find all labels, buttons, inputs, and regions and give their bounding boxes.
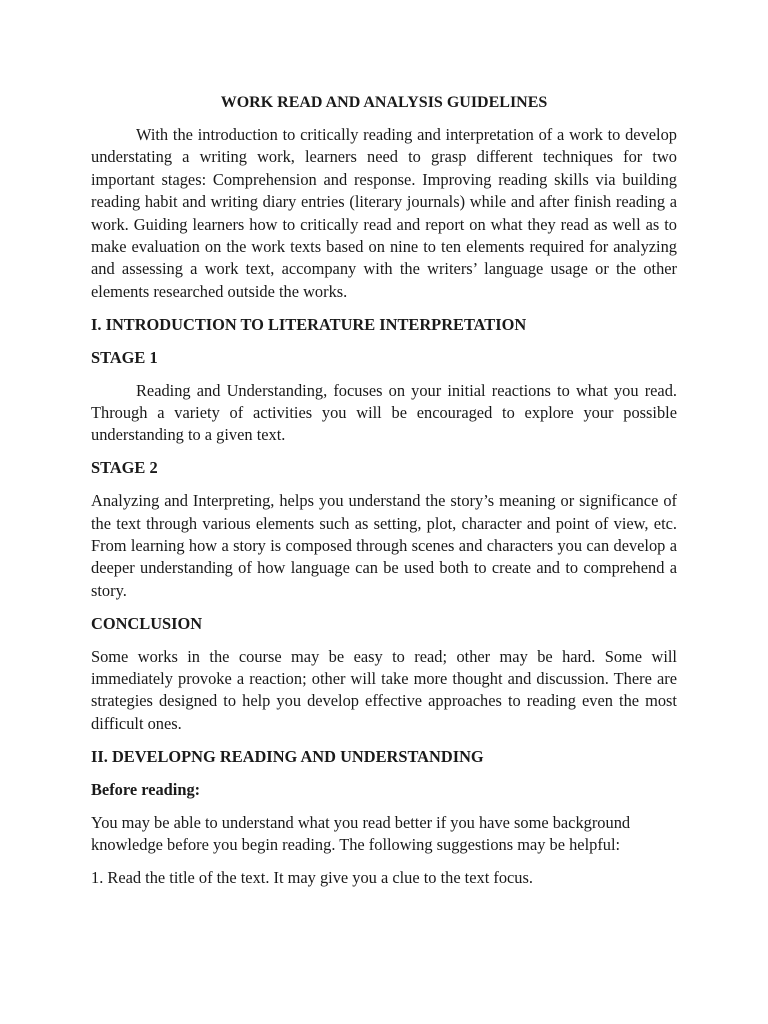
stage-2-heading: STAGE 2 [91,458,158,478]
section-2-heading: II. DEVELOPNG READING AND UNDERSTANDING [91,746,484,766]
document-title: WORK READ AND ANALYSIS GUIDELINES [220,94,548,111]
conclusion-heading: CONCLUSION [91,613,203,633]
list-item-1: 1. Read the title of the text. It may give you a clue to the text focus. [91,867,533,887]
intro-paragraph: With the introduction to critically reading and interpretation of a work to develop understating a writing work, learners need to grasp different techniques for two important stages: Comprehension and response. Improving reading skills via building reading habit and writing diary entries (literary journals) while and after finish reading a work. Guiding learners how to critically read and report on what they read as well as to make evaluation on the work texts based on nine to ten elements required for analyzing and assessing a work text, accompany with the writers’ language usage or the other elements researched outside the works. [91,125,677,301]
stage-1-paragraph: Reading and Understanding, focuses on your initial reactions to what you read. Through a variety of activities you will be encouraged to explore your possible understanding to a given text. [91,380,677,445]
stage-1-heading: STAGE 1 [91,347,158,367]
section-1-heading: I. INTRODUCTION TO LITERATURE INTERPRETATION [91,314,527,334]
document-page [91,92,677,900]
before-reading-heading: Before reading: [91,779,201,799]
before-reading-paragraph: You may be able to understand what you read better if you have some background knowledge before you begin reading. The following suggestions may be helpful: [91,812,631,854]
stage-2-paragraph: Analyzing and Interpreting, helps you understand the story’s meaning or significance of the text through various elements such as setting, plot, character and point of view, etc. From learning how a story is composed through scenes and characters you can develop a deeper understanding of how language can be used both to create and to comprehend a story. [91,491,677,600]
conclusion-paragraph: Some works in the course may be easy to read; other may be hard. Some will immediately provoke a reaction; other will take more thought and discussion. There are strategies designed to help you develop effective approaches to reading even the most difficult ones. [91,646,677,733]
